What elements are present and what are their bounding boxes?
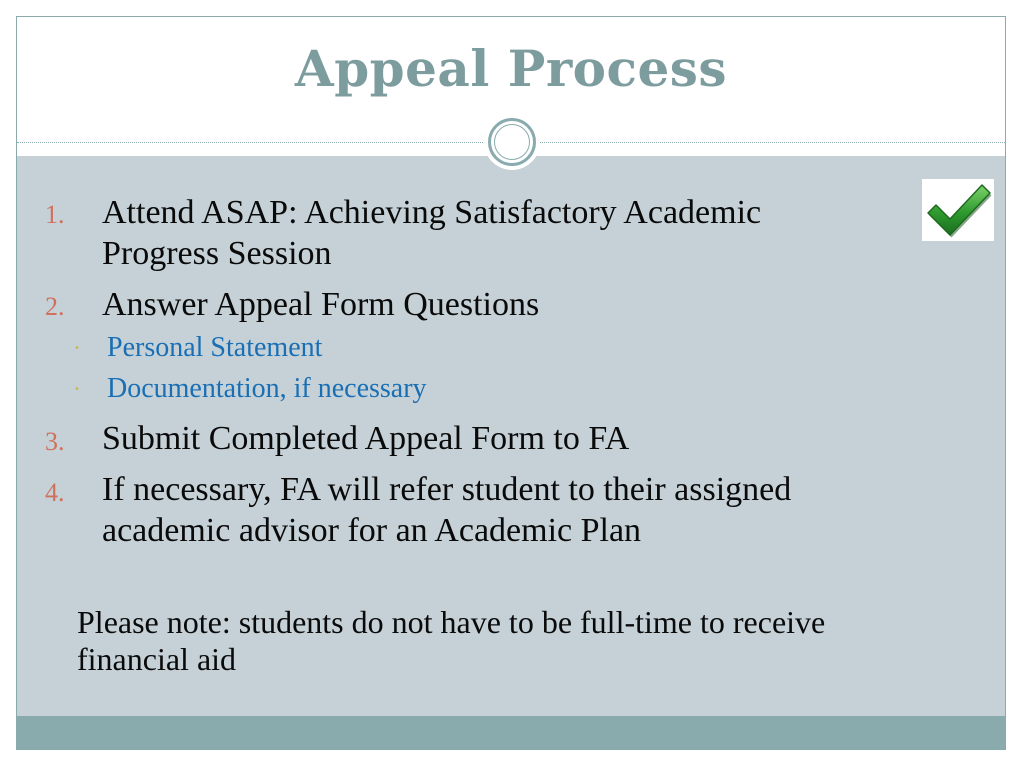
divider-ornament-inner: [494, 124, 530, 160]
subitem-1-bullet: •: [74, 343, 80, 354]
step-3-text: Submit Completed Appeal Form to FA: [102, 420, 630, 457]
slide: [16, 16, 1006, 750]
step-4-text-line1: If necessary, FA will refer student to their assigned: [102, 471, 792, 508]
subitem-documentation: Documentation, if necessary: [107, 373, 427, 404]
step-2-number: 2.: [45, 292, 65, 321]
green-checkmark-icon: [922, 179, 994, 241]
step-4-text-line2: academic advisor for an Academic Plan: [102, 512, 642, 549]
step-3-number: 3.: [45, 427, 65, 456]
step-1-number: 1.: [45, 200, 65, 229]
subitem-2-bullet: •: [74, 384, 80, 395]
note-line1: Please note: students do not have to be full-time to receive: [77, 604, 826, 640]
bottom-accent-band: [17, 716, 1005, 750]
step-1-text-line1: Attend ASAP: Achieving Satisfactory Academic: [102, 194, 762, 231]
step-4-number: 4.: [45, 478, 65, 507]
note-line2: financial aid: [77, 641, 237, 677]
note: [77, 604, 977, 678]
subitem-personal-statement: Personal Statement: [107, 332, 323, 363]
step-2-text: Answer Appeal Form Questions: [102, 286, 540, 323]
step-1-text-line2: Progress Session: [102, 235, 332, 272]
slide-title: Appeal Process: [294, 39, 728, 98]
